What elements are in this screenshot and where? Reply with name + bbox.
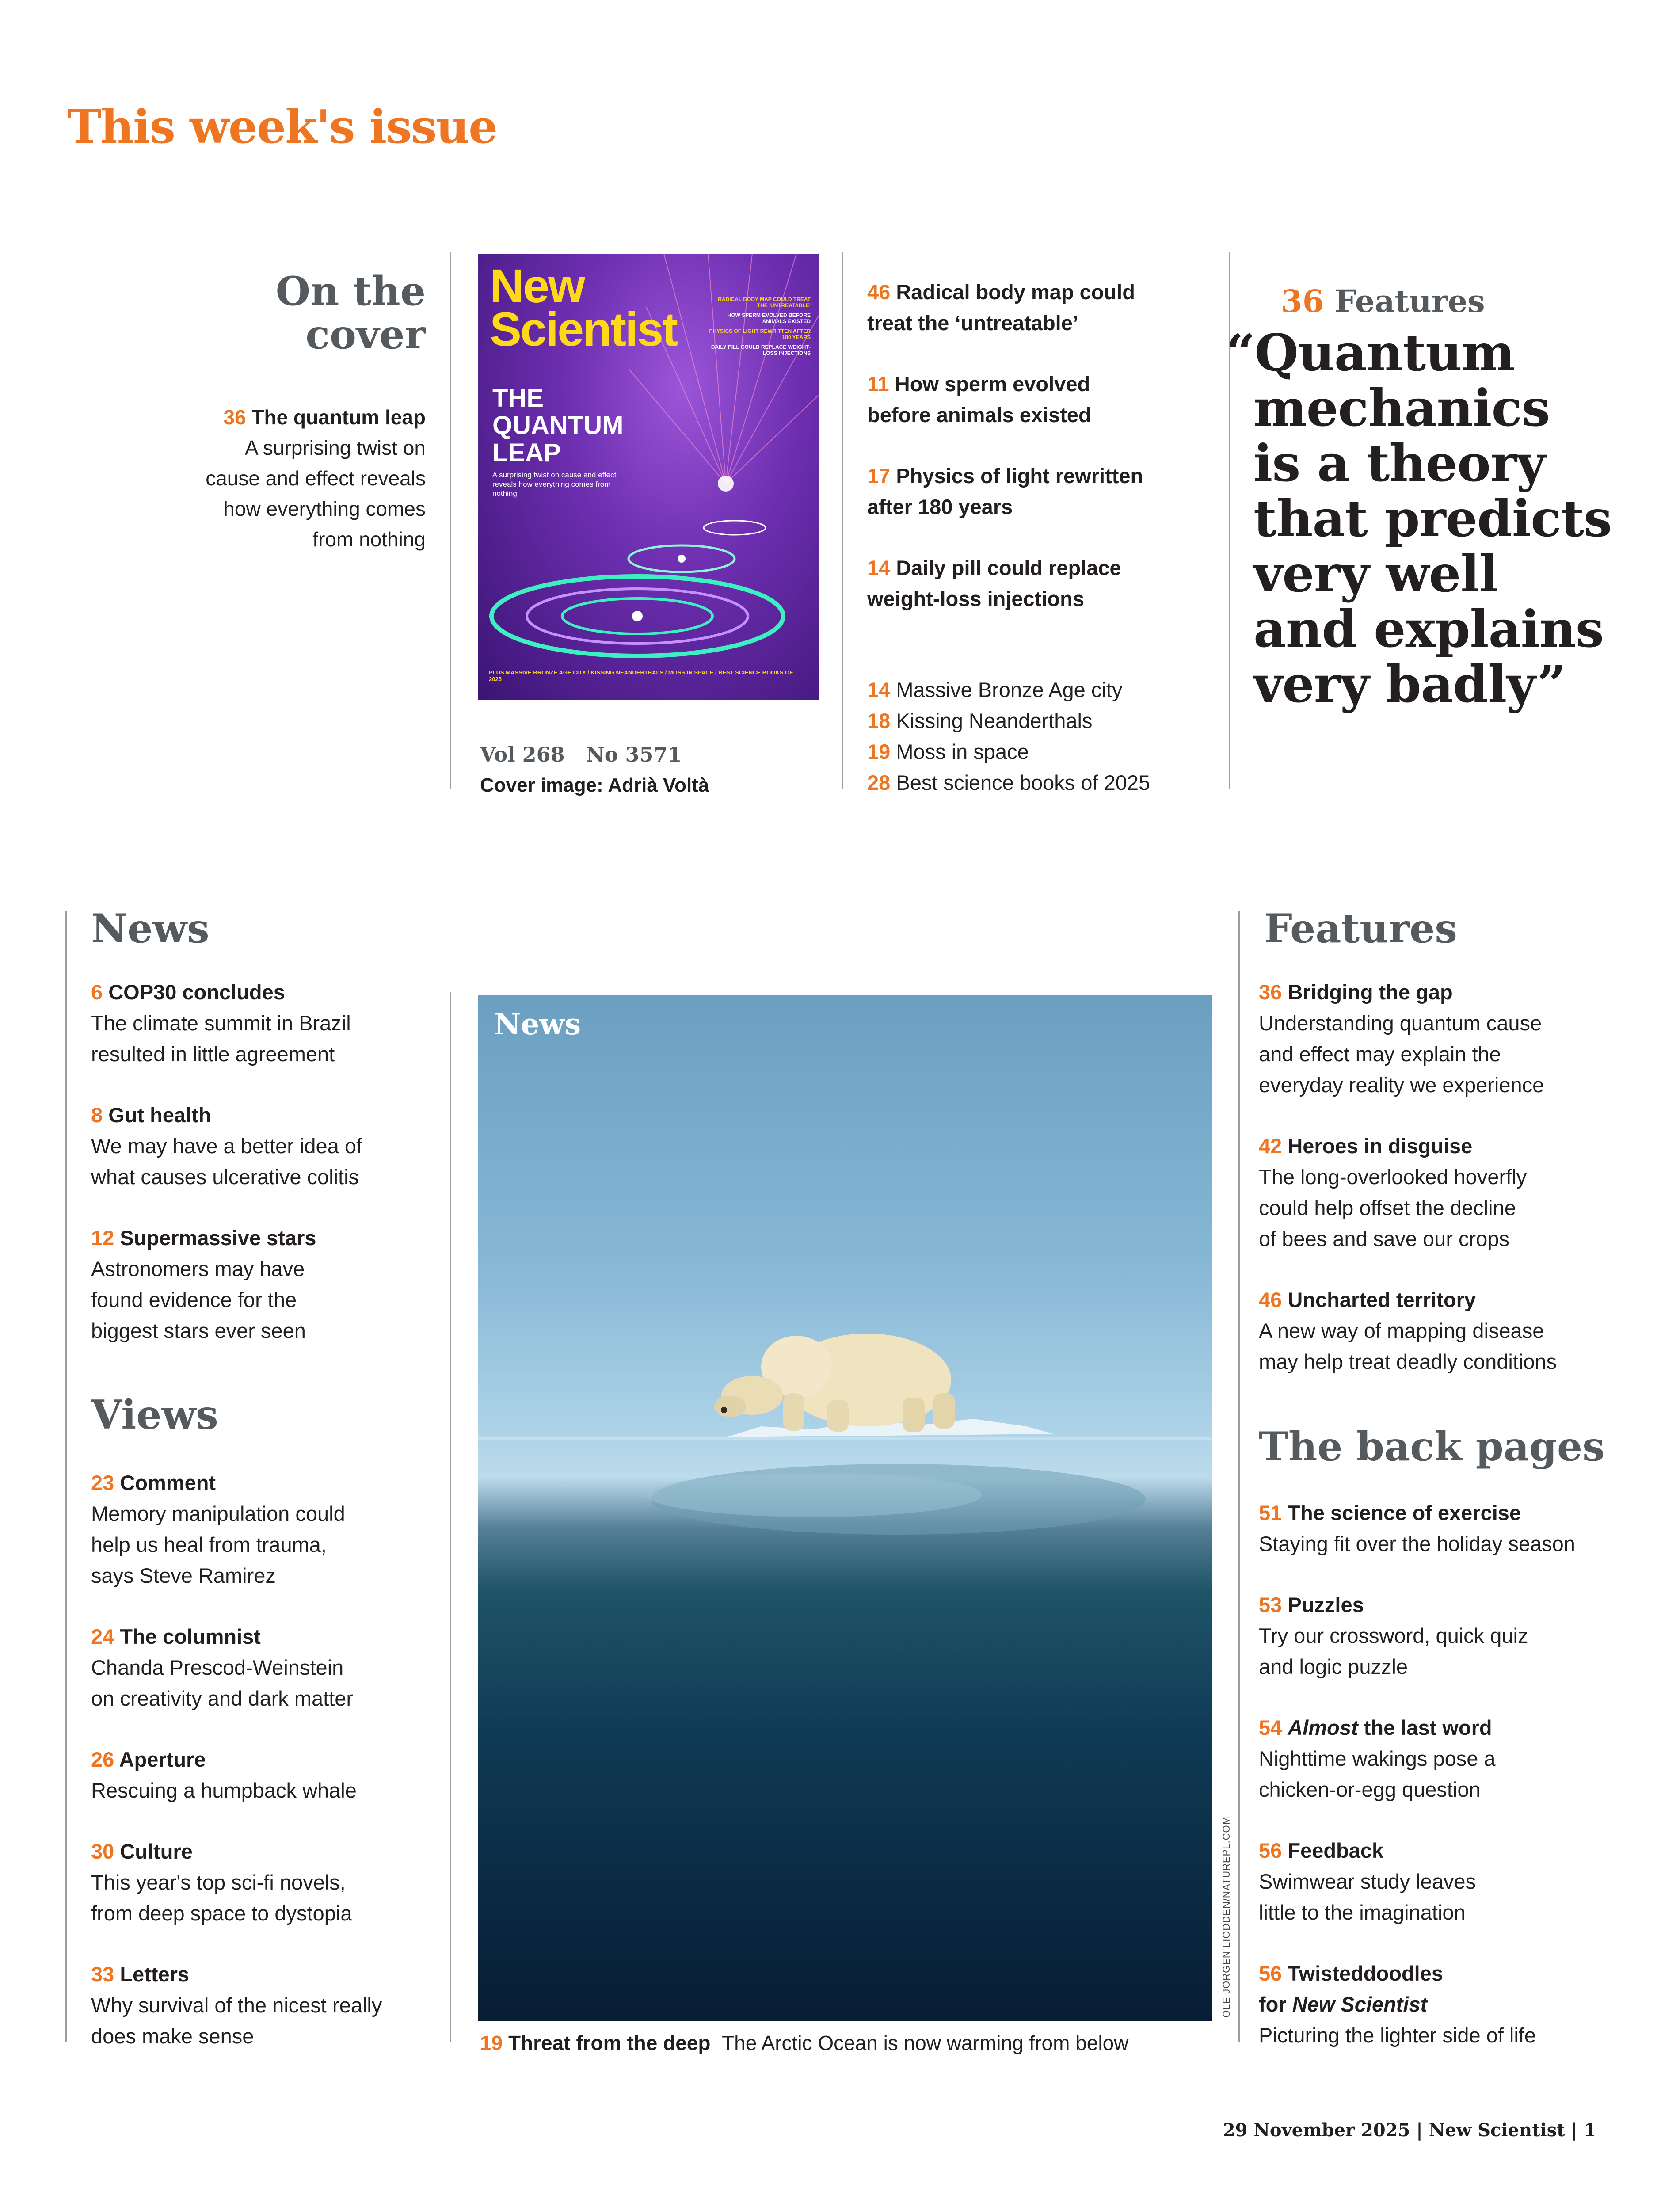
on-the-cover-heading — [160, 270, 426, 356]
cover-image[interactable] — [478, 254, 819, 700]
issue-date: 29 November 2025 — [1223, 2120, 1410, 2141]
cover-line[interactable]: 11 How sperm evolved before animals existed — [867, 372, 1091, 427]
cover-line[interactable]: 14 Daily pill could replace weight-loss injections — [867, 556, 1121, 610]
views-item[interactable]: 23 Comment Memory manipulation could help us heal from trauma, says Steve Ramirez — [91, 1471, 345, 1587]
photo-label: News — [494, 1007, 581, 1041]
polar-bear-illustration — [478, 995, 1212, 2021]
divider — [842, 252, 843, 789]
issue-number: No 3571 — [586, 743, 682, 766]
page-footer: 29 November 2025 | New Scientist | 1 — [1223, 2120, 1596, 2141]
cover-extra[interactable]: 14 Massive Bronze Age city — [867, 678, 1123, 701]
cover-extras — [867, 674, 1203, 798]
views-item[interactable]: 26 Aperture Rescuing a humpback whale — [91, 1748, 357, 1802]
views-item[interactable]: 24 The columnist Chanda Prescod-Weinstein on creativity and dark matter — [91, 1625, 353, 1710]
divider — [1238, 911, 1240, 2042]
issue-info — [480, 739, 709, 801]
quote-label[interactable]: 36 Features — [1281, 283, 1485, 320]
story-line: how everything comes — [223, 497, 426, 520]
cover-extra[interactable]: 18 Kissing Neanderthals — [867, 709, 1093, 732]
page-number: 1 — [1584, 2120, 1596, 2141]
volume: Vol 268 — [480, 743, 565, 766]
story-title: The quantum leap — [251, 406, 426, 429]
cover-line[interactable]: 17 Physics of light rewritten after 180 years — [867, 464, 1143, 518]
page-title: This week's issue — [67, 99, 497, 154]
pull-quote: “Quantum mechanics is a theory that predicts very well and explains very badly” — [1226, 323, 1612, 714]
cover-story[interactable] — [143, 402, 426, 555]
story-line: cause and effect reveals — [206, 467, 426, 490]
cover-credit: Cover image: Adrià Voltà — [480, 774, 709, 796]
back-pages-item[interactable]: 51 The science of exercise Staying fit over the holiday season — [1259, 1501, 1575, 1555]
cover-line[interactable]: 46 Radical body map could treat the ‘untreatable’ — [867, 280, 1135, 335]
photo-caption[interactable]: 19 Threat from the deep The Arctic Ocean is now warming from below — [480, 2031, 1129, 2054]
cover-title: THE QUANTUM LEAP — [492, 384, 624, 467]
cover-logo: New Scientist — [490, 259, 677, 356]
cover-side-lines: RADICAL BODY MAP COULD TREAT THE 'UNTREATABLE' HOW SPERM EVOLVED BEFORE ANIMALS EXISTED PHYSICS OF LIGHT REWRITTEN AFTER 180 YEARS DAILY PILL COULD REPLACE WEIGHT-LOSS INJECTIONS — [709, 296, 811, 356]
story-line: A surprising twist on — [244, 436, 426, 459]
divider — [450, 252, 451, 789]
back-pages-heading: The back pages — [1259, 1423, 1605, 1470]
photo-credit: OLE JORGEN LIODDEN/NATUREPL.COM — [1221, 1816, 1232, 2018]
news-heading: News — [91, 905, 210, 952]
heading-line: cover — [305, 311, 426, 358]
features-item[interactable]: 46 Uncharted territory A new way of mapping disease may help treat deadly conditions — [1259, 1288, 1557, 1373]
news-item[interactable]: 8 Gut health We may have a better idea of what causes ulcerative colitis — [91, 1103, 362, 1189]
features-item[interactable]: 36 Bridging the gap Understanding quantum cause and effect may explain the everyday reality we experience — [1259, 980, 1544, 1097]
heading-line: On the — [275, 268, 426, 315]
page-number: 36 — [223, 406, 246, 429]
news-item[interactable]: 6 COP30 concludes The climate summit in Brazil resulted in little agreement — [91, 980, 351, 1066]
features-item[interactable]: 42 Heroes in disguise The long-overlooked hoverfly could help offset the decline of bees and save our crops — [1259, 1134, 1527, 1250]
back-pages-item[interactable]: 54 Almost the last word Nighttime wakings pose a chicken-or-egg question — [1259, 1716, 1496, 1801]
back-pages-item[interactable]: 56 Twisteddoodles for New Scientist Picturing the lighter side of life — [1259, 1962, 1536, 2047]
news-photo[interactable] — [478, 995, 1212, 2021]
back-pages-item[interactable]: 56 Feedback Swimwear study leaves little to the imagination — [1259, 1839, 1476, 1924]
news-item[interactable]: 12 Supermassive stars Astronomers may have found evidence for the biggest stars ever seen — [91, 1226, 316, 1342]
cover-subtitle: A surprising twist on cause and effect reveals how everything comes from nothing — [492, 471, 617, 498]
cover-extra[interactable]: 19 Moss in space — [867, 740, 1029, 763]
views-item[interactable]: 33 Letters Why survival of the nicest really does make sense — [91, 1962, 382, 2048]
views-heading: Views — [91, 1391, 218, 1438]
story-line: from nothing — [312, 528, 426, 551]
views-item[interactable]: 30 Culture This year's top sci-fi novels, from deep space to dystopia — [91, 1840, 352, 1925]
magazine-name: New Scientist — [1429, 2120, 1565, 2141]
features-heading: Features — [1264, 905, 1457, 952]
cover-plus-line: PLUS MASSIVE BRONZE AGE CITY / KISSING NEANDERTHALS / MOSS IN SPACE / BEST SCIENCE BOOKS OF 2025 — [489, 669, 793, 682]
divider — [450, 992, 451, 2042]
back-pages-item[interactable]: 53 Puzzles Try our crossword, quick quiz and logic puzzle — [1259, 1593, 1528, 1678]
cover-extra[interactable]: 28 Best science books of 2025 — [867, 771, 1150, 794]
divider — [65, 911, 67, 2042]
